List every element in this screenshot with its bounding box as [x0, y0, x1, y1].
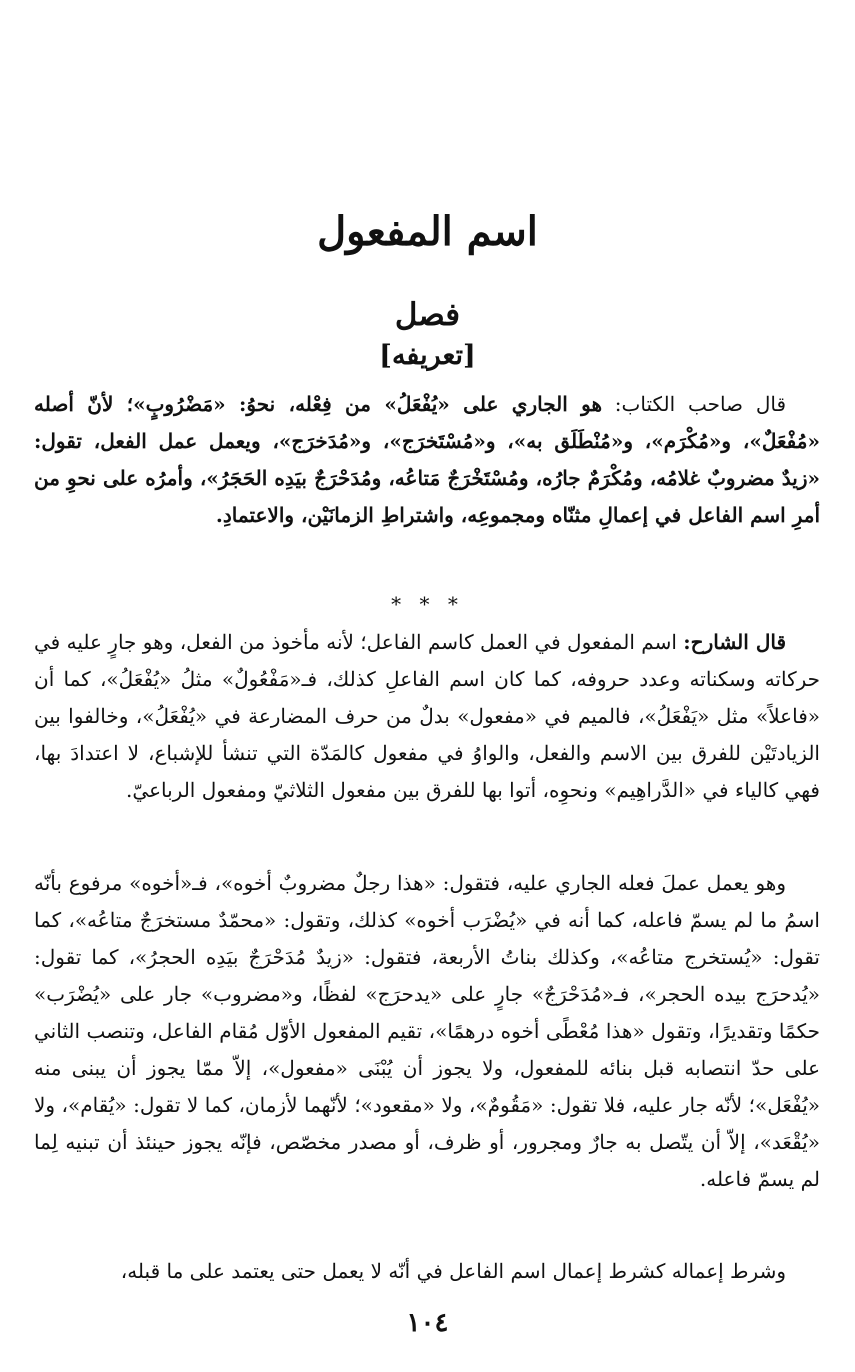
matn-text: هو الجاري على «يُفْعَلُ» من فِعْله، نحوُ: «مَضْرُوبٍ»؛ لأنّ أصله «مُفْعَلٌ»، و«مُكْرَم»، و«مُنْطَلَق به»، و«مُسْتَخرَج»، و«مُدَخرَج»، ويعمل عمل الفعل، تقول: «زيدٌ مضروبٌ غلامُه، ومُكْرَمٌ جارُه، ومُسْتَخْرَجٌ مَتاعُه، ومُدَحْرَجٌ بيَدِه الحَجَرُ»، وأمرُه على نحوِ من أمرِ اسم الفاعل في إعمالِ مثنّاه ومجموعِه، واشتراطِ الزمانَيْن، والاعتمادِ. — [34, 392, 820, 527]
matn-paragraph — [34, 386, 820, 534]
matn-speaker: قال صاحب الكتاب: — [614, 392, 786, 416]
section-divider: * * * — [391, 592, 464, 616]
sharh-speaker: قال الشارح: — [683, 630, 787, 654]
chapter-title: اسم المفعول — [317, 208, 538, 255]
sharh-paragraph-2: وهو يعمل عملَ فعله الجاري عليه، فتقول: «هذا رجلٌ مضروبٌ أخوه»، فـ«أخوه» مرفوع بأنّه اسمُ ما لم يسمّ فاعله، كما أنه في «يُضْرَب أخوه» كذلك، وتقول: «محمّدٌ مستخرَجٌ متاعُه»، كما تقول: «يُستخرج متاعُه»، وكذلك بناتُ الأربعة، فتقول: «زيدٌ مُدَحْرَجٌ بيَدِه الحجرُ»، كما تقول: «يُدحرَج بيده الحجر»، فـ«مُدَحْرَجٌ» جارٍ على «يدحرَج» لفظًا، و«مضروب» جار على «يُضْرَب» حكمًا وتقديرًا، وتقول «هذا مُعْطًى أخوه درهمًا»، تقيم المفعول الأوّل مُقام الفاعل، وتنصب الثاني على حدّ انتصابه قبل بنائه للمفعول، ولا يجوز أن يُبْنَى «مفعول»، إلاّ ممّا يجوز أن يبنى منه «يُفْعَل»؛ لأنّه جار عليه، فلا تقول: «مَقُومٌ»، ولا «مقعود»؛ لأنّهما لأزمان، كما لا تقول: «يُقام»، ولا «يُقْعَد»، إلاّ أن يتّصل به جارٌ ومجرور، أو ظرف، أو مصدر مخصّص، فإنّه يجوز حينئذ أن تبنيه لِما لم يسمّ فاعله. — [34, 871, 820, 1191]
sharh-block-1 — [34, 624, 820, 809]
sharh-block-2 — [34, 865, 820, 1198]
section-subtitle: [تعريفه] — [379, 340, 476, 371]
matn-block — [34, 386, 820, 534]
sharh-paragraph-1 — [34, 624, 820, 809]
sharh-paragraph-3: وشرط إعماله كشرط إعمال اسم الفاعل في أنّه لا يعمل حتى يعتمد على ما قبله، — [120, 1259, 786, 1283]
sharh-text-1: اسم المفعول في العمل كاسم الفاعل؛ لأنه مأخوذ من الفعل، وهو جارٍ عليه في حركاته وسكناته وعدد حروفه، كما كان اسم الفاعلِ كذلك، فـ«مَفْعُولٌ» مثلُ «يُفْعَلُ»، كما أن «فاعلاً» مثل «يَفْعَلُ»، فالميم في «مفعول» بدلٌ من حرف المضارعة في «يُفْعَلُ»، وخالفوا بين الزيادتَيْن للفرق بين الاسم والفعل، والواوُ في مفعول كالمَدّة التي تنشأ للإشباع، لا اعتدادَ بها، فهي كالياء في «الدَّراهِيم» ونحوِه، أتوا بها للفرق بين مفعول الثلاثيّ ومفعول الرباعيّ. — [34, 630, 820, 802]
sharh-block-3 — [34, 1253, 820, 1290]
section-title: فصل — [394, 297, 461, 333]
page-number: ١٠٤ — [406, 1308, 449, 1338]
